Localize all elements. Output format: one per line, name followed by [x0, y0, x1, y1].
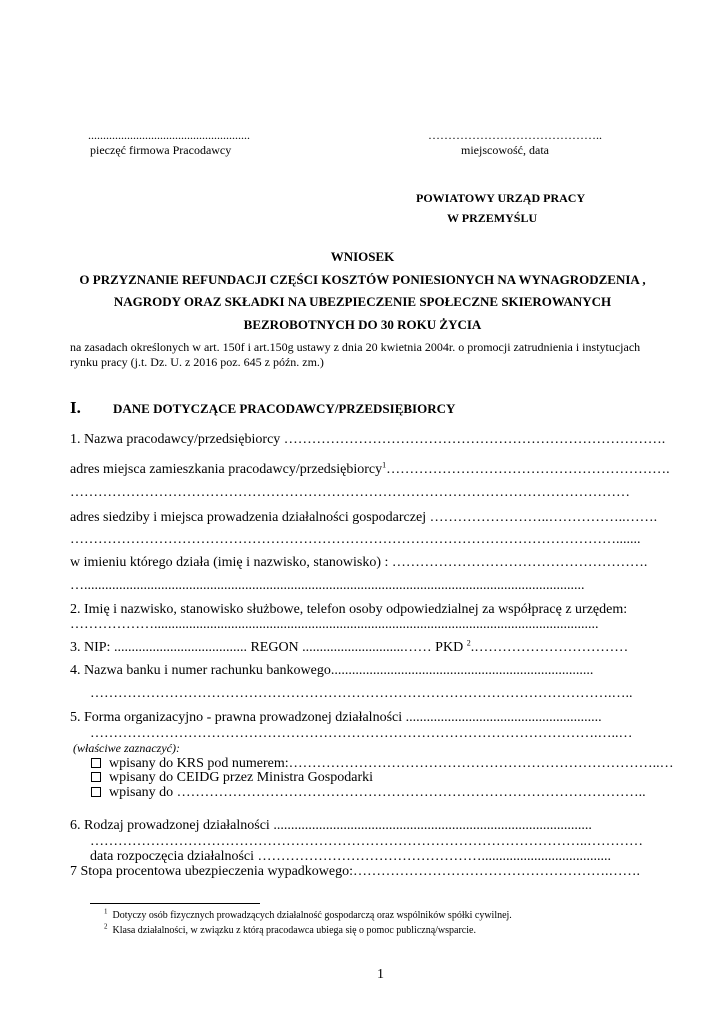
field-start-date[interactable]: data rozpoczęcia działalności ………………………………………….....................................: [90, 849, 612, 864]
footnote-1-number: 1: [104, 907, 108, 916]
recipient-line-2: W PRZEMYŚLU: [447, 211, 538, 225]
field-contact-person[interactable]: 2. Imię i nazwisko, stanowisko służbowe, telefon osoby odpowiedzialnej za współpracę z urzędem:: [70, 602, 628, 617]
field-legal-form-continued[interactable]: ……………………………………………………………………………………………….…..…: [90, 726, 633, 741]
title-line-3: NAGRODY ORAZ SKŁADKI NA UBEZPIECZENIE SPOŁECZNE SKIEROWANYCH: [113, 294, 612, 309]
field-residence-address-label: adres miejsca zamieszkania pracodawcy/przedsiębiorcy: [70, 462, 383, 477]
option-other-register[interactable]: [91, 785, 646, 801]
legal-form-hint: (właściwe zaznaczyć):: [73, 741, 180, 755]
field-company-seat-continued[interactable]: ……………………………………………………………………………………………………….......: [70, 532, 641, 547]
option-krs-label: wpisany do KRS pod numerem:……………………………………………………………………..…: [109, 756, 674, 771]
footnote-1: [104, 907, 512, 921]
footnote-1-text: Dotyczy osób fizycznych prowadzących działalność gospodarczą oraz wspólników spółki cywilnej.: [112, 910, 512, 921]
checkbox-krs[interactable]: [91, 758, 101, 768]
field-contact-person-continued[interactable]: ………………...............................................................................................................................: [70, 617, 599, 632]
field-nip-regon-pkd-label: 3. NIP: ...................................... REGON .............................…… PKD: [70, 640, 464, 655]
section-title: DANE DOTYCZĄCE PRACODAWCY/PRZEDSIĘBIORCY: [113, 401, 456, 416]
field-representative-continued[interactable]: …...............................................................................................................................................: [70, 578, 585, 593]
field-company-seat[interactable]: adres siedziby i miejsca prowadzenia działalności gospodarczej ……………………..……………..…….: [70, 510, 658, 525]
field-business-type-continued[interactable]: ……………………………………………………………………………………………..…………: [90, 834, 643, 849]
title-line-1: WNIOSEK: [330, 249, 395, 264]
checkbox-other-register[interactable]: [91, 787, 101, 797]
footnote-divider: [90, 903, 260, 904]
stamp-label: pieczęć firmowa Pracodawcy: [90, 143, 232, 157]
stamp-dots: ......................................................: [88, 128, 250, 142]
option-ceidg-label: wpisany do CEIDG przez Ministra Gospodarki: [109, 770, 374, 785]
field-residence-address[interactable]: [70, 462, 670, 478]
place-date-dots: ……………………………………..: [428, 128, 602, 142]
field-business-type[interactable]: 6. Rodzaj prowadzonej działalności ...........................................................................................: [70, 818, 592, 833]
legal-basis-line-2: rynku pracy (j.t. Dz. U. z 2016 poz. 645 z późn. zm.): [70, 355, 324, 369]
field-accident-insurance-rate[interactable]: 7 Stopa procentowa ubezpieczenia wypadkowego:……………………………………………….…….: [70, 864, 641, 879]
field-nip-regon-pkd[interactable]: [70, 640, 628, 656]
recipient-line-1: POWIATOWY URZĄD PRACY: [416, 191, 586, 205]
footnote-ref-1: 1: [382, 460, 387, 470]
field-employer-name[interactable]: 1. Nazwa pracodawcy/przedsiębiorcy ……………………………………………………………………….: [70, 432, 666, 447]
field-pkd-dots: .……………………………: [470, 640, 629, 655]
legal-basis-line-1: na zasadach określonych w art. 150f i art.150g ustawy z dnia 20 kwietnia 2004r. o promocji zatrudnienia i instytucjach: [70, 340, 641, 354]
footnote-ref-2: 2: [466, 638, 471, 648]
page-number: 1: [377, 967, 384, 982]
field-bank-account-continued[interactable]: ………………………………………………………………………………………………….…..: [90, 686, 633, 701]
field-residence-address-dots: …………………………………………………….: [386, 462, 670, 477]
footnote-2: [104, 922, 476, 936]
footnote-2-number: 2: [104, 922, 108, 931]
field-residence-address-continued[interactable]: …………………………………………………………………………………………………………: [70, 485, 630, 500]
footnote-2-text: Klasa działalności, w związku z którą pracodawca ubiega się o pomoc publiczną/wsparcie.: [112, 925, 476, 936]
place-date-label: miejscowość, data: [461, 143, 549, 157]
option-other-register-label: wpisany do ………………………………………………………………………………………..: [109, 785, 646, 800]
option-ceidg[interactable]: [91, 770, 373, 786]
title-line-2: O PRZYZNANIE REFUNDACJI CZĘŚCI KOSZTÓW PONIESIONYCH NA WYNAGRODZENIA ,: [79, 272, 646, 287]
field-legal-form[interactable]: 5. Forma organizacyjno - prawna prowadzonej działalności ........................................................: [70, 710, 602, 725]
field-representative[interactable]: w imieniu którego działa (imię i nazwisko, stanowisko) : ……………………………………………….: [70, 555, 648, 570]
field-bank-account[interactable]: 4. Nazwa banku i numer rachunku bankowego...........................................................................: [70, 663, 594, 678]
title-line-4: BEZROBOTNYCH DO 30 ROKU ŻYCIA: [243, 317, 482, 332]
section-number: I.: [70, 398, 81, 417]
checkbox-ceidg[interactable]: [91, 772, 101, 782]
